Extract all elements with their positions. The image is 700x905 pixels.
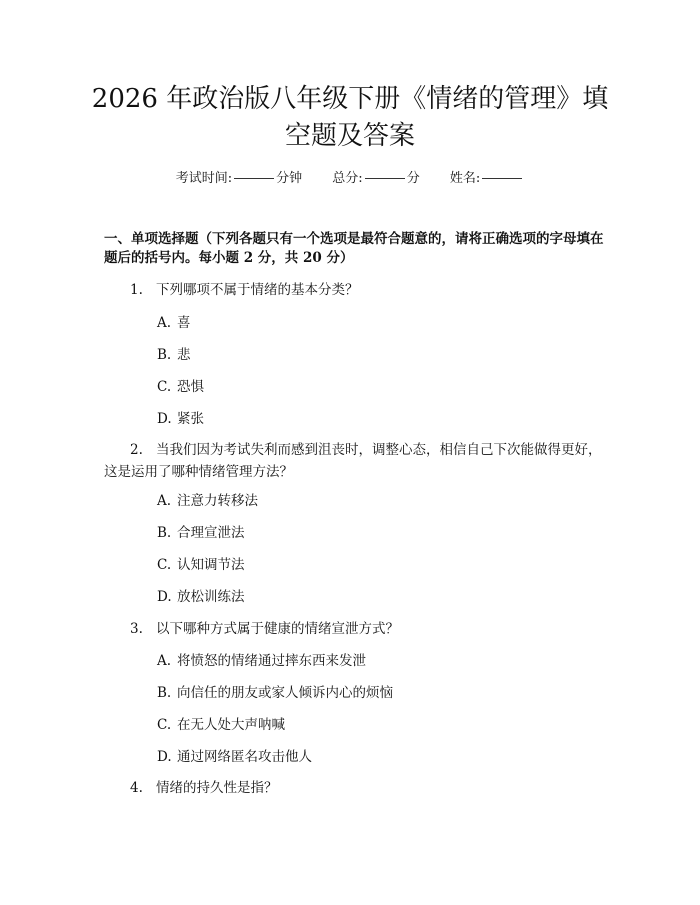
exam-time-unit: 分钟 xyxy=(276,171,303,186)
option-letter: C. xyxy=(157,379,172,395)
total-score-field xyxy=(332,170,419,188)
exam-info-line xyxy=(0,170,700,188)
total-score-blank xyxy=(365,178,405,179)
option-text: 认知调节法 xyxy=(177,557,245,573)
question-3-option-c xyxy=(157,716,285,734)
question-number: 4. xyxy=(130,780,143,796)
question-text: 情绪的持久性是指？ xyxy=(156,780,278,796)
option-text: 向信任的朋友或家人倾诉内心的烦恼 xyxy=(177,685,393,701)
option-text: 喜 xyxy=(177,315,191,331)
option-letter: B. xyxy=(157,525,172,541)
question-1-option-a xyxy=(157,314,191,332)
document-title-line-2: 空题及答案 xyxy=(284,121,415,151)
question-1 xyxy=(104,279,604,301)
question-1-option-d xyxy=(157,410,204,428)
option-text: 将愤怒的情绪通过摔东西来发泄 xyxy=(177,653,366,669)
question-2 xyxy=(104,439,604,483)
document-title-line-1: 2026 年政治版八年级下册《情绪的管理》填 xyxy=(91,84,609,114)
question-1-option-b xyxy=(157,346,191,364)
option-letter: D. xyxy=(157,589,172,605)
option-letter: A. xyxy=(157,493,172,509)
option-text: 悲 xyxy=(177,347,191,363)
exam-time-blank xyxy=(234,178,274,179)
question-number: 3. xyxy=(130,621,143,637)
total-score-unit: 分 xyxy=(406,171,420,186)
option-letter: A. xyxy=(157,653,172,669)
option-text: 通过网络匿名攻击他人 xyxy=(177,749,312,765)
question-2-option-d xyxy=(157,588,245,606)
question-1-option-c xyxy=(157,378,204,396)
question-3-option-b xyxy=(157,684,393,702)
option-text: 紧张 xyxy=(177,411,204,427)
student-name-blank xyxy=(482,178,522,179)
question-3-option-a xyxy=(157,652,366,670)
option-text: 合理宣泄法 xyxy=(177,525,245,541)
option-letter: D. xyxy=(157,411,172,427)
option-letter: A. xyxy=(157,315,172,331)
option-letter: B. xyxy=(157,347,172,363)
exam-time-field xyxy=(176,170,302,188)
student-name-field xyxy=(450,170,524,188)
question-number: 1. xyxy=(130,282,143,298)
question-2-option-b xyxy=(157,524,245,542)
question-number: 2. xyxy=(130,442,143,458)
question-4 xyxy=(104,777,604,799)
option-text: 注意力转移法 xyxy=(177,493,258,509)
question-text: 当我们因为考试失利而感到沮丧时，调整心态，相信自己下次能做得更好，这是运用了哪种情绪管理方法？ xyxy=(104,442,602,480)
exam-time-label: 考试时间: xyxy=(175,171,233,186)
option-letter: B. xyxy=(157,685,172,701)
section-heading: 一、单项选择题（下列各题只有一个选项是最符合题意的，请将正确选项的字母填在题后的括号内。每小题 2 分，共 20 分） xyxy=(104,231,604,266)
option-text: 在无人处大声呐喊 xyxy=(177,717,285,733)
total-score-label: 总分: xyxy=(332,171,363,186)
question-2-option-c xyxy=(157,556,245,574)
option-letter: C. xyxy=(157,717,172,733)
question-text: 以下哪种方式属于健康的情绪宣泄方式？ xyxy=(156,621,399,637)
question-2-option-a xyxy=(157,492,258,510)
question-3-option-d xyxy=(157,748,312,766)
student-name-label: 姓名: xyxy=(449,171,481,186)
option-letter: C. xyxy=(157,557,172,573)
question-3 xyxy=(104,618,604,640)
question-text: 下列哪项不属于情绪的基本分类？ xyxy=(156,282,359,298)
option-letter: D. xyxy=(157,749,172,765)
option-text: 恐惧 xyxy=(177,379,204,395)
option-text: 放松训练法 xyxy=(177,589,245,605)
